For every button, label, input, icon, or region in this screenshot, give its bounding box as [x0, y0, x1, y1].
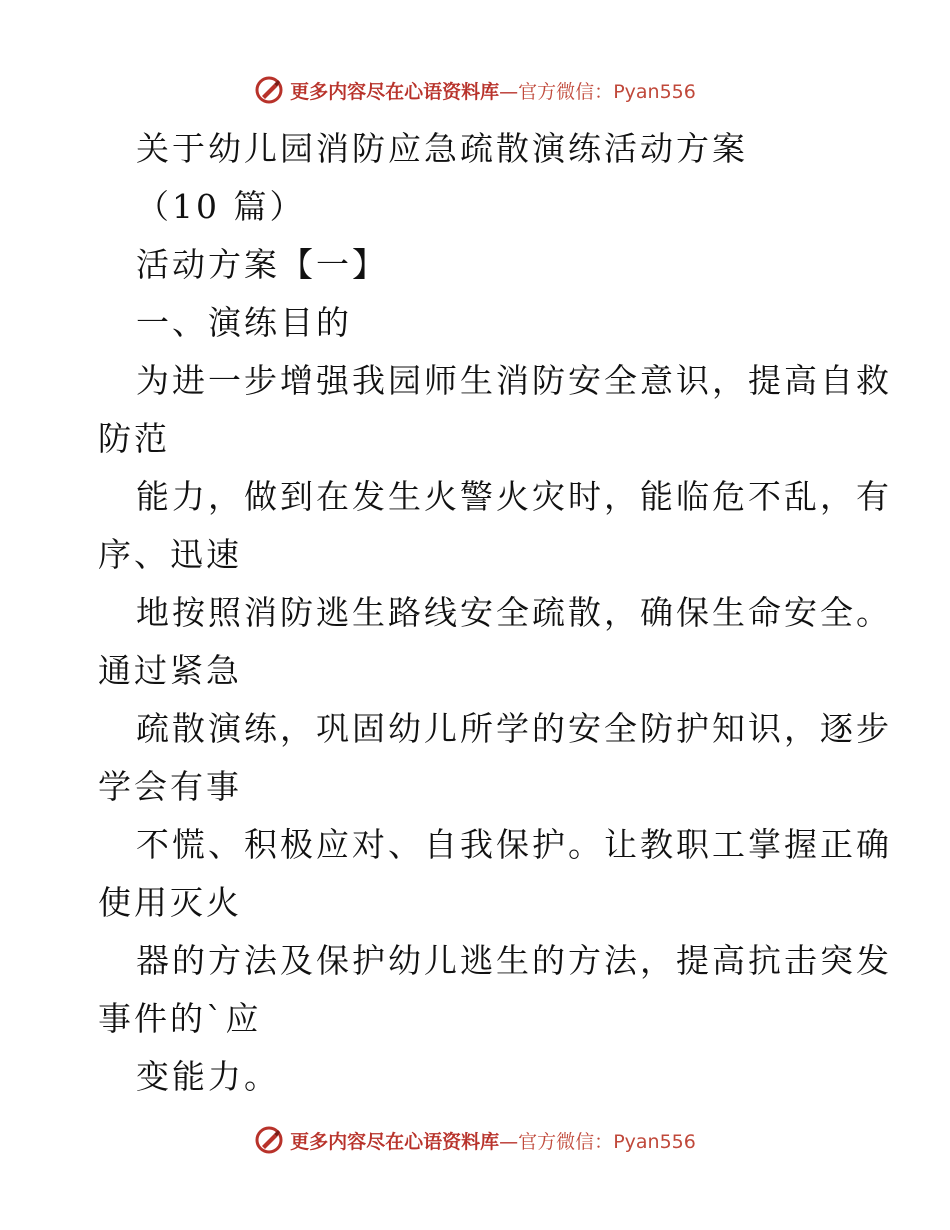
body-line: 器的方法及保护幼儿逃生的方法，提高抗击突发: [136, 941, 892, 980]
banner-wechat-id: Pyan556: [613, 1130, 696, 1153]
document-subtitle: （10 篇）: [136, 187, 306, 226]
body-line: 地按照消防逃生路线安全疏散，确保生命安全。: [136, 593, 892, 632]
header-banner: [0, 70, 950, 110]
logo-icon: [254, 1125, 284, 1155]
banner-text: [290, 77, 696, 104]
subsection-heading: 一、演练目的: [136, 303, 352, 342]
body-line: 学会有事: [98, 767, 242, 806]
body-line: 使用灭火: [98, 883, 242, 922]
body-line: 通过紧急: [98, 651, 242, 690]
body-line: 事件的`应: [98, 999, 262, 1038]
body-line: 变能力。: [136, 1057, 280, 1096]
document-title: 关于幼儿园消防应急疏散演练活动方案: [136, 129, 748, 168]
banner-dash: —: [499, 1130, 519, 1153]
footer-banner: [0, 1120, 950, 1160]
section-heading: 活动方案【一】: [136, 245, 388, 284]
body-line: 能力，做到在发生火警火灾时，能临危不乱，有: [136, 477, 892, 516]
body-line: 疏散演练，巩固幼儿所学的安全防护知识，逐步: [136, 709, 892, 748]
banner-main-text: 更多内容尽在心语资料库: [290, 1130, 500, 1153]
body-line: 序、迅速: [98, 535, 242, 574]
banner-wechat-label: 官方微信：: [518, 1130, 614, 1153]
body-line: 不慌、积极应对、自我保护。让教职工掌握正确: [136, 825, 892, 864]
banner-wechat-label: 官方微信：: [518, 80, 614, 103]
banner-dash: —: [499, 80, 519, 103]
logo-icon: [254, 75, 284, 105]
document-body: [98, 120, 892, 1106]
banner-wechat-id: Pyan556: [613, 80, 696, 103]
banner-text: [290, 1127, 696, 1154]
body-line: 为进一步增强我园师生消防安全意识，提高自救: [136, 361, 892, 400]
banner-main-text: 更多内容尽在心语资料库: [290, 80, 500, 103]
body-line: 防范: [98, 419, 170, 458]
